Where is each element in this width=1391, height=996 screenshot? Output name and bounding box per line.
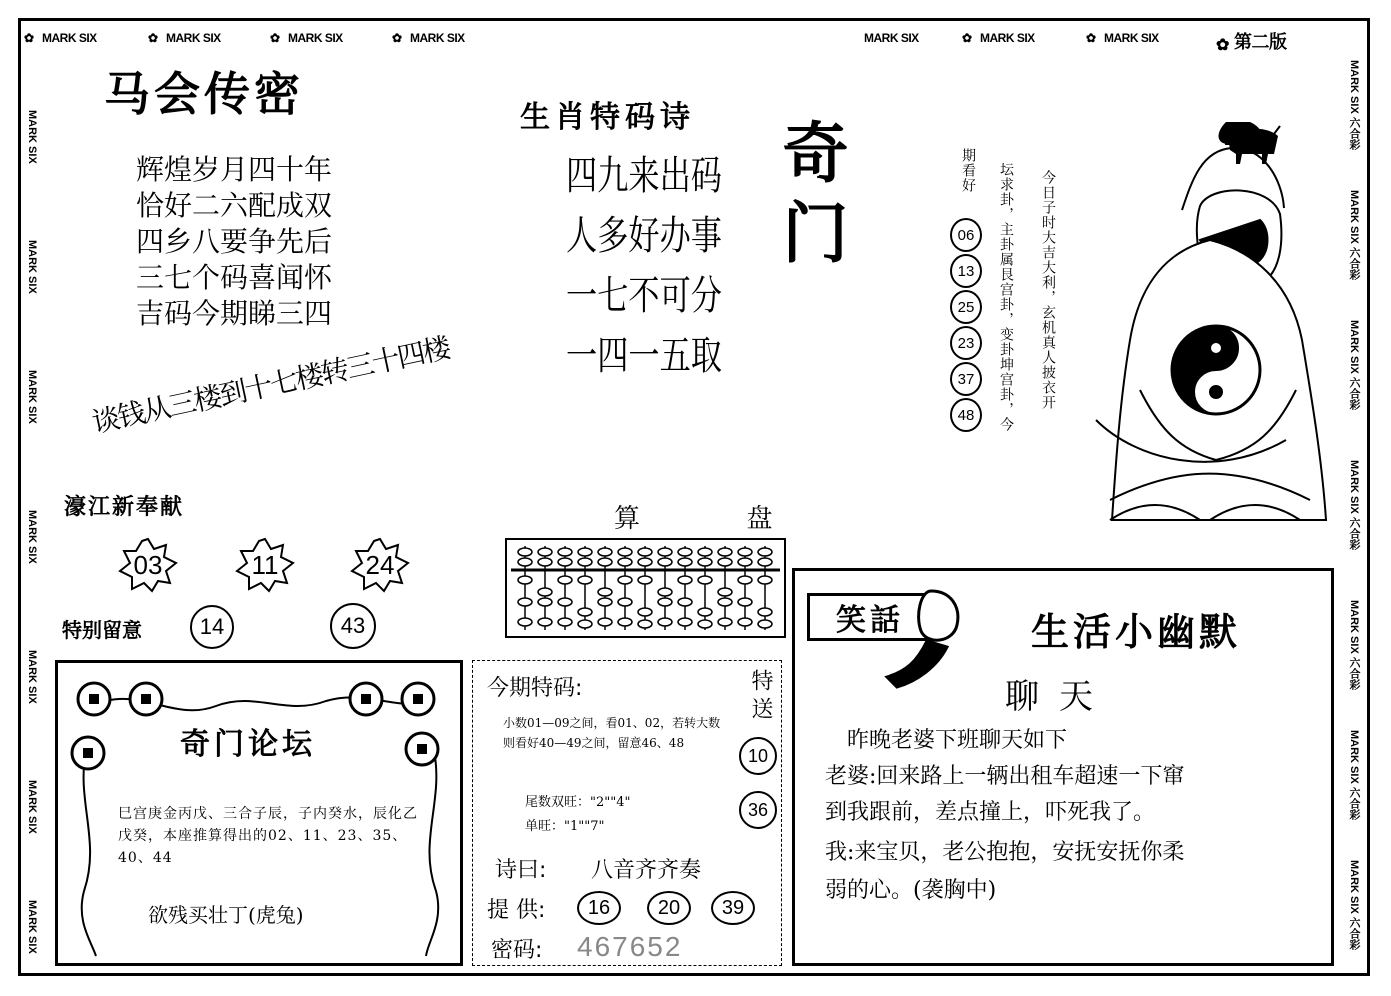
sage-number: 25 xyxy=(950,290,982,324)
side-brand-left-1: MARK SIX xyxy=(26,110,38,164)
poem-line: 辉煌岁月四十年 xyxy=(136,153,333,186)
abacus-icon xyxy=(507,540,784,636)
lucky-number: 03 xyxy=(133,550,163,580)
side-brand-left-7: MARK SIX xyxy=(26,900,38,954)
provide-label: 提 供: xyxy=(487,898,546,923)
humor-line: 到我跟前，差点撞上，吓死我了。 xyxy=(825,800,1156,825)
forum-footer: 欲残买壮丁(虎兔) xyxy=(148,903,304,927)
gift-label: 特送 xyxy=(748,669,773,725)
humor-line: 弱的心。(袭胸中) xyxy=(825,878,997,903)
humor-subtitle: 聊天 xyxy=(1005,677,1113,717)
sage-number: 48 xyxy=(950,398,982,432)
lucky-number: 24 xyxy=(365,550,395,580)
side-brand-left-3: MARK SIX xyxy=(26,370,38,424)
forum-title: 奇门论坛 xyxy=(180,727,316,762)
brand-mark-3: ✿ MARK SIX xyxy=(270,31,343,46)
humor-box xyxy=(792,568,1334,966)
sage-illustration xyxy=(1070,120,1332,540)
proverb-text: 谈钱从三楼到十七楼转三十四楼 xyxy=(89,331,452,440)
brand-mark-6: ✿ MARK SIX xyxy=(962,31,1035,46)
flower-icon: ✿ xyxy=(1086,31,1096,45)
sage-number: 13 xyxy=(950,254,982,288)
sage-number: 37 xyxy=(950,362,982,396)
brand-mark-1: ✿ MARK SIX xyxy=(24,31,97,46)
brand-mark-5: MARK SIX xyxy=(864,31,919,45)
gift-number: 36 xyxy=(739,791,777,829)
abacus xyxy=(505,538,786,638)
sage-number: 06 xyxy=(950,218,982,252)
poem-line: 四九来出码 xyxy=(566,153,722,199)
side-brand-right-7: MARK SIX 六合彩 xyxy=(1348,860,1360,950)
brand-mark-7: ✿ MARK SIX xyxy=(1086,31,1159,46)
special-number: 43 xyxy=(330,603,376,649)
brand-mark-2: ✿ MARK SIX xyxy=(148,31,221,46)
humor-line: 昨晚老婆下班聊天如下 xyxy=(847,728,1068,753)
forum-box xyxy=(55,660,463,966)
side-brand-right-5: MARK SIX 六合彩 xyxy=(1348,600,1360,690)
left-poem xyxy=(136,152,332,332)
cartoon-figure-icon xyxy=(871,581,971,691)
flower-icon: ✿ xyxy=(270,31,280,45)
sage-text-col3: 期看好 xyxy=(960,148,976,193)
side-brand-right-6: MARK SIX 六合彩 xyxy=(1348,730,1360,820)
side-brand-right-1: MARK SIX 六合彩 xyxy=(1348,60,1360,150)
humor-line: 我:来宝贝，老公抱抱，安抚安抚你柔 xyxy=(825,840,1185,865)
side-brand-right-2: MARK SIX 六合彩 xyxy=(1348,190,1360,280)
page-title: 马会传密 xyxy=(104,67,304,121)
side-brand-right-3: MARK SIX 六合彩 xyxy=(1348,320,1360,410)
side-brand-left-5: MARK SIX xyxy=(26,650,38,704)
zodiac-heading: 生肖特码诗 xyxy=(520,100,695,135)
side-brand-left-6: MARK SIX xyxy=(26,780,38,834)
big-title: 奇门 xyxy=(771,118,848,278)
flower-icon: ✿ xyxy=(962,31,972,45)
zodiac-poem xyxy=(566,146,722,386)
poem-line: 一四一五取 xyxy=(566,333,722,379)
side-brand-left-4: MARK SIX xyxy=(26,510,38,564)
sage-text-col1: 今日子时大吉大利，玄机真人披衣开 xyxy=(1040,170,1056,410)
poem-line: 吉码今期睇三四 xyxy=(136,297,333,330)
humor-title: 生活小幽默 xyxy=(1031,610,1242,654)
abacus-label: 算 盘 xyxy=(614,504,803,534)
password-label: 密码: xyxy=(491,938,543,963)
lucky-number-badge xyxy=(118,537,178,593)
special-code-box xyxy=(472,660,782,966)
sage-number: 23 xyxy=(950,326,982,360)
edition-label: ✿ 第二版 xyxy=(1216,32,1287,55)
poem-text: 八音齐齐奏 xyxy=(591,858,702,883)
password-value: 467652 xyxy=(577,931,683,962)
special-code-tail-odd: 单旺："1""7" xyxy=(525,819,605,834)
gift-number: 10 xyxy=(739,737,777,775)
flower-icon: ✿ xyxy=(1216,37,1229,55)
poem-label: 诗曰: xyxy=(495,858,547,883)
side-brand-right-4: MARK SIX 六合彩 xyxy=(1348,460,1360,550)
humor-badge: 笑話 xyxy=(807,593,933,641)
ox-icon xyxy=(1222,118,1282,166)
brand-mark-4: ✿ MARK SIX xyxy=(392,31,465,46)
special-number: 14 xyxy=(190,605,234,649)
flower-icon: ✿ xyxy=(392,31,402,45)
flower-icon: ✿ xyxy=(24,31,34,45)
provide-number: 39 xyxy=(711,891,755,925)
special-label: 特别留意 xyxy=(62,618,142,642)
credit-label: 濠江新奉献 xyxy=(64,494,185,520)
poem-line: 人多好办事 xyxy=(566,213,722,259)
lucky-number-badge xyxy=(350,537,410,593)
sage-text-col2: 坛求卦，主卦属艮宫卦，变卦坤宫卦，今 xyxy=(998,162,1014,432)
poem-line: 恰好二六配成双 xyxy=(136,189,333,222)
flower-icon: ✿ xyxy=(148,31,158,45)
side-brand-left-2: MARK SIX xyxy=(26,240,38,294)
special-code-body: 小数01—09之间，看01、02，若转大数则看好40—49之间，留意46、48 xyxy=(503,716,721,750)
special-code-tail-even: 尾数双旺："2""4" xyxy=(525,795,631,810)
provide-number: 16 xyxy=(577,891,621,925)
poem-line: 三七个码喜闻怀 xyxy=(136,261,333,294)
lucky-number-badge xyxy=(235,537,295,593)
special-code-title: 今期特码: xyxy=(487,676,583,701)
forum-body: 巳宫庚金丙戊、三合子辰，子内癸水，辰化乙戊癸，本座推算得出的02、11、23、35、40、44 xyxy=(118,806,418,866)
lucky-number: 11 xyxy=(251,550,279,580)
poem-line: 一七不可分 xyxy=(566,273,722,319)
provide-number: 20 xyxy=(647,891,691,925)
poem-line: 四乡八要争先后 xyxy=(136,225,333,258)
humor-line: 老婆:回来路上一辆出租车超速一下窜 xyxy=(825,764,1185,789)
